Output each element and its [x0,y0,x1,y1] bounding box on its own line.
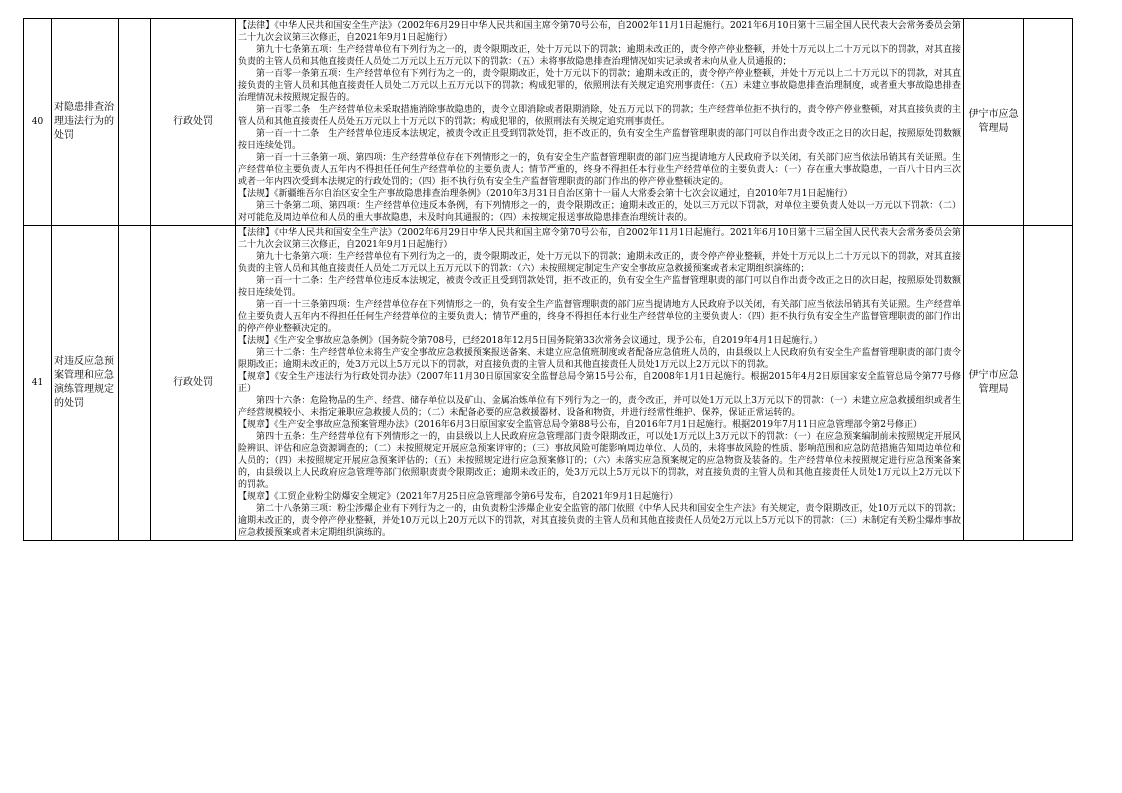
law-source-heading: 【法律】《中华人民共和国安全生产法》（2002年6月29日中华人民共和国主席令第70号公布，自2002年11月1日起施行。2021年6月10日第十三届全国人民代表大会常务委员会第二十九次会议第三次修正，自2021年9月1日起施行） [238,228,961,250]
law-source-heading: 【法规】《生产安全事故应急条例》（国务院令第708号，已经2018年12月5日国务院第33次常务会议通过，现予公布，自2019年4月1日起施行。） [238,336,823,346]
table-row [24,19,1073,226]
empty-cell [119,19,151,226]
row-number-cell: 41 [24,226,52,541]
law-clause-text: 第一百零二条 生产经营单位未采取措施消除事故隐患的，责令立即消除或者限期消除，处五万元以下的罚款；生产经营单位拒不执行的，责令停产停业整顿，对其直接负责的主管人员和其他直接责任人员处五万元以上十万元以下的罚款；构成犯罪的，依照刑法有关规定追究刑事责任。 [238,105,961,127]
table-row [24,226,1073,541]
law-source-heading: 【法规】《新疆维吾尔自治区安全生产事故隐患排查治理条例》（2010年3月31日自治区第十一届人大常委会第十七次会议通过，自2010年7月1日起施行） [238,189,853,199]
item-name-cell: 对隐患排查治理违法行为的处罚 [52,19,119,226]
row-number-cell: 40 [24,19,52,226]
law-clause-text: 第三十二条：生产经营单位未将生产安全事故应急救援预案报送备案、未建立应急值班制度或者配备应急值班人员的，由县级以上人民政府负有安全生产监督管理职责的部门责令限期改正；逾期未改正的，处3万元以上5万元以下的罚款，对直接负责的主管人员和其他直接责任人员处1万元以上2万元以下的罚款。 [238,348,961,370]
law-source-heading: 【规章】《生产安全事故应急预案管理办法》（2016年6月3日原国家安全监管总局令第88号公布，自2016年7月1日起施行。根据2019年7月11日应急管理部令第2号修正） [238,420,922,430]
law-clause-text: 第一百零一条第五项：生产经营单位有下列行为之一的，责令限期改正，处十万元以下的罚款；逾期未改正的，责令停产停业整顿，并处十万元以上二十万元以下的罚款，对其直接负责的主管人员和其他直接责任人员处二万元以上五万元以下的罚款；构成犯罪的，依照刑法有关规定追究刑事责任：（五）未建立事故隐患排查治理制度，或者重大事故隐患排查治理情况未按照规定报告的。 [238,69,961,103]
enforcement-table [23,18,1073,541]
law-clause-text: 第三十条第二项、第四项：生产经营单位违反本条例，有下列情形之一的，责令限期改正；逾期未改正的，处以三万元以下罚款，对单位主要负责人处以一万元以下罚款：（二）对可能危及周边单位和人员的重大事故隐患，未及时向其通报的；（四）未按规定报送事故隐患排查治理统计表的。 [238,201,961,223]
legal-basis-cell [236,19,964,226]
law-clause-text: 第九十七条第五项：生产经营单位有下列行为之一的，责令限期改正，处十万元以下的罚款；逾期未改正的，责令停产停业整顿，并处十万元以上二十万元以下的罚款，对其直接负责的主管人员和其他直接责任人员处二万元以上五万元以下的罚款：（五）未将事故隐患排查治理情况如实记录或者未向从业人员通报的； [238,45,961,67]
category-cell: 行政处罚 [151,19,236,226]
empty-cell [119,226,151,541]
law-clause-text: 第一百一十三条第四项：生产经营单位存在下列情形之一的，负有安全生产监督管理职责的部门应当提请地方人民政府予以关闭，有关部门应当依法吊销其有关证照。生产经营单位主要负责人五年内不得担任任何生产经营单位的主要负责人；情节严重的，终身不得担任本行业生产经营单位的主要负责人：（四）拒不执行负有安全生产监督管理职责的部门作出的停产停业整顿决定的。 [238,300,961,334]
agency-cell: 伊宁市应急管理局 [964,19,1024,226]
law-clause-text: 第一百一十三条第一项、第四项：生产经营单位存在下列情形之一的，负有安全生产监督管理职责的部门应当提请地方人民政府予以关闭，有关部门应当依法吊销其有关证照。生产经营单位主要负责人五年内不得担任任何生产经营单位的主要负责人；情节严重的，终身不得担任本行业生产经营单位的主要负责人：（一）存在重大事故隐患，一百八十日内三次或者一年内四次受到本法规定的行政处罚的；（四）拒不执行负有安全生产监督管理职责的部门作出的停产停业整顿决定的。 [238,153,961,187]
empty-cell [1024,19,1073,226]
empty-cell [1024,226,1073,541]
agency-cell: 伊宁市应急管理局 [964,226,1024,541]
law-source-heading: 【规章】《工贸企业粉尘防爆安全规定》（2021年7月25日应急管理部令第6号发布，自2021年9月1日起施行） [238,492,679,502]
category-cell: 行政处罚 [151,226,236,541]
law-source-heading: 【规章】《安全生产违法行为行政处罚办法》（2007年11月30日原国家安全监督总局令第15号公布，自2008年1月1日起施行。根据2015年4月2日原国家安全监管总局令第77号修正） [238,372,961,394]
law-clause-text: 第九十七条第六项：生产经营单位有下列行为之一的，责令限期改正，处十万元以下的罚款；逾期未改正的，责令停产停业整顿，并处十万元以上二十万元以下的罚款，对其直接负责的主管人员和其他直接责任人员处二万元以上五万元以下的罚款：（六）未按照规定制定生产安全事故应急救援预案或者未定期组织演练的； [238,252,961,274]
law-clause-text: 第一百一十二条：生产经营单位违反本法规定，被责令改正且受到罚款处罚，拒不改正的，负有安全生产监督管理职责的部门可以自作出责令改正之日的次日起，按照原处罚数额按日连续处罚。 [238,276,961,298]
law-clause-text: 第四十六条：危险物品的生产、经营、储存单位以及矿山、金属冶炼单位有下列行为之一的，责令改正，并可以处1万元以上3万元以下的罚款：（一）未建立应急救援组织或者生产经营规模较小、未指定兼职应急救援人员的；（二）未配备必要的应急救援器材、设备和物资，并进行经常性维护、保养，保证正常运转的。 [238,396,961,418]
law-clause-text: 第四十五条：生产经营单位有下列情形之一的，由县级以上人民政府应急管理部门责令限期改正，可以处1万元以上3万元以下的罚款：（一）在应急预案编制前未按照规定开展风险辨识、评估和应急资源调查的；（二）未按照规定开展应急预案评审的；（三）事故风险可能影响周边单位、人员的，未将事故风险的性质、影响范围和应急防范措施告知周边单位和人员的；（四）未按照规定开展应急预案评估的；（五）未按照规定进行应急预案修订的；（六）未落实应急预案规定的应急物资及装备的。生产经营单位未按照规定进行应急预案备案的，由县级以上人民政府应急管理等部门依照职责责令限期改正；逾期未改正的，处3万元以上5万元以下的罚款，对直接负责的主管人员和其他直接责任人员处1万元以上2万元以下的罚款。 [238,432,961,490]
item-name-cell: 对违反应急预案管理和应急演练管理规定的处罚 [52,226,119,541]
table-body [24,19,1073,541]
law-source-heading: 【法律】《中华人民共和国安全生产法》（2002年6月29日中华人民共和国主席令第70号公布，自2002年11月1日起施行。2021年6月10日第十三届全国人民代表大会常务委员会第二十九次会议第三次修正，自2021年9月1日起施行） [238,21,961,43]
legal-basis-cell [236,226,964,541]
law-clause-text: 第一百一十二条 生产经营单位违反本法规定，被责令改正且受到罚款处罚，拒不改正的，负有安全生产监督管理职责的部门可以自作出责令改正之日的次日起，按照原处罚数额按日连续处罚。 [238,129,961,151]
law-clause-text: 第二十八条第三项：粉尘涉爆企业有下列行为之一的，由负责粉尘涉爆企业安全监管的部门依照《中华人民共和国安全生产法》有关规定，责令限期改正，处10万元以下的罚款；逾期未改正的，责令停产停业整顿，并处10万元以上20万元以下的罚款，对其直接负责的主管人员和其他直接责任人员处2万元以上5万元以下的罚款：（三）未制定有关粉尘爆炸事故应急救援预案或者未定期组织演练的。 [238,504,961,538]
